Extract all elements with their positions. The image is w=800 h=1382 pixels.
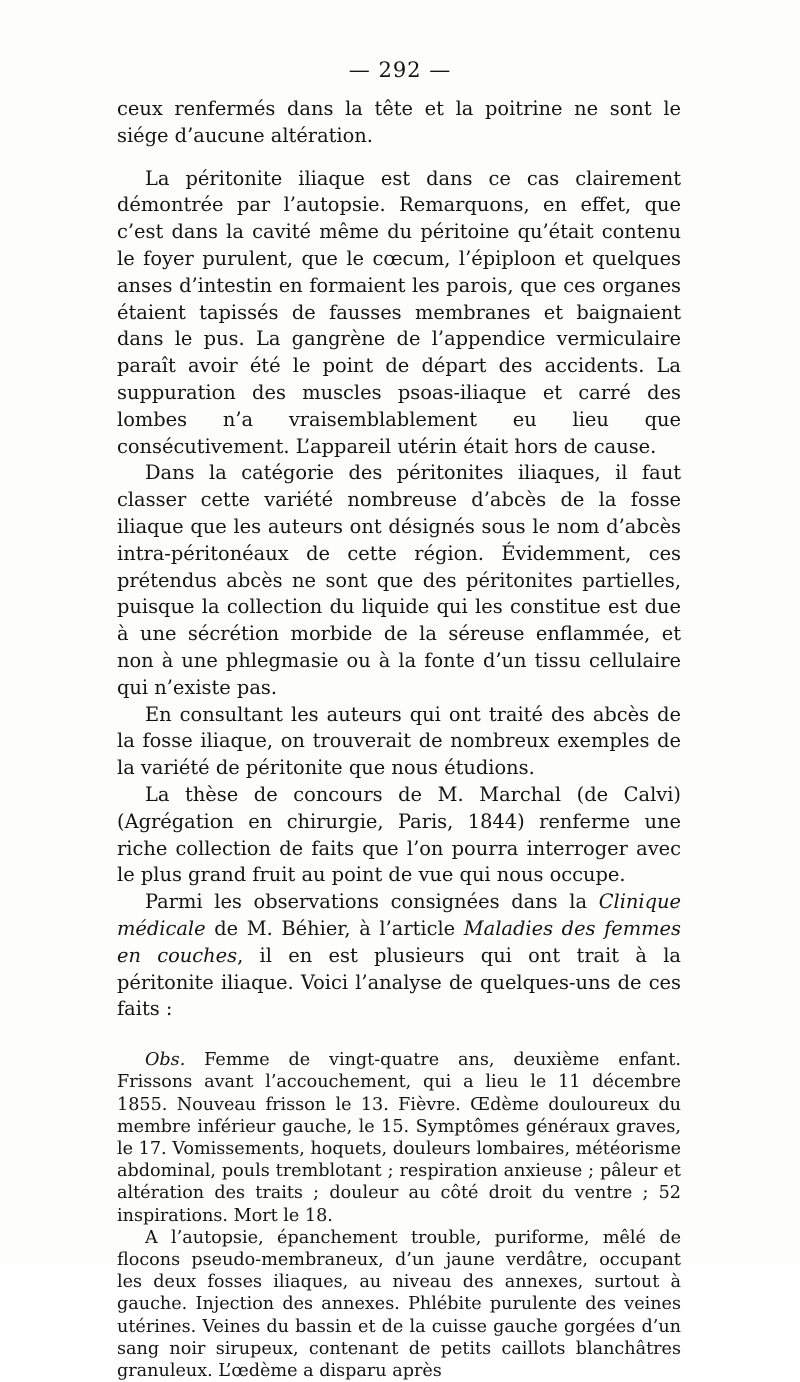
page-number: — 292 — <box>348 58 452 82</box>
paragraph-observations-behier <box>117 889 681 1023</box>
text-run: Parmi les observations consignées dans la <box>145 890 599 914</box>
observation-text: Femme de vingt-quatre ans, deuxième enfant. Frissons avant l’accouchement, qui a lieu le 11 décembre 1855. Nouveau frisson le 13. Fièvre. Œdème douloureux du membre inférieur gauche, le 15. Symptômes généraux graves, le 17. Vomissements, hoquets, douleurs lombaires, météorisme abdominal, pouls tremblotant ; respiration anxieuse ; pâleur et altération des traits ; douleur au côté droit du ventre ; 52 inspirations. Mort le 18. <box>117 1050 681 1226</box>
text-run: , il en est plusieurs qui ont trait à la péritonite iliaque. Voici l’analyse de quelques-uns de ces faits : <box>117 943 681 1021</box>
paragraph-these-marchal: La thèse de concours de M. Marchal (de Calvi) (Agrégation en chirurgie, Paris, 1844) renferme une riche collection de faits que l’on pourra interroger avec le plus grand fruit au point de vue qui nous occupe. <box>117 782 681 887</box>
article-title-maladies: Maladies des femmes en couches <box>117 916 681 967</box>
obs-label: Obs. <box>145 1050 186 1071</box>
paragraph-auteurs: En consultant les auteurs qui ont traité des abcès de la fosse iliaque, on trouverait de nombreux exemples de la variété de péritonite que nous étudions. <box>117 702 681 780</box>
autopsy-paragraph: A l’autopsie, épanchement trouble, puriforme, mêlé de flocons pseudo-membraneux, d’un jaune verdâtre, occupant les deux fosses iliaques, au niveau des annexes, surtout à gauche. Injection des annexes. Phlébite purulente des veines utérines. Veines du bassin et de la cuisse gauche gorgées d’un sang noir sirupeux, contenant de petits caillots blanchâtres granuleux. L’œdème a disparu après <box>117 1227 681 1381</box>
book-title-clinique: Clinique médicale <box>117 890 681 940</box>
observation-paragraph <box>117 1049 681 1227</box>
paragraph-categorie: Dans la catégorie des péritonites iliaques, il faut classer cette variété nombreuse d’abcès de la fosse iliaque que les auteurs ont désignés sous le nom d’abcès intra-péritonéaux de cette région. Évidemment, ces prétendus abcès ne sont que des péritonites partielles, puisque la collection du liquide qui les constitue est due à une sécrétion morbide de la séreuse enflammée, et non à une phlegmasie ou à la fonte d’un tissu cellulaire qui n’existe pas. <box>117 461 681 699</box>
paragraph-continuation: ceux renfermés dans la tête et la poitrine ne sont le siége d’aucune altération. <box>117 97 681 147</box>
text-run: de M. Béhier, à l’article <box>205 916 464 940</box>
body-text <box>117 96 681 1382</box>
paragraph-peritonite-iliaque: La péritonite iliaque est dans ce cas clairement démontrée par l’autopsie. Remarquons, en effet, que c’est dans la cavité même du péritoine qu’était contenu le foyer purulent, que le cœcum, l’épiploon et quelques anses d’intestin en formaient les parois, que ces organes étaient tapissés de fausses membranes et baignaient dans le pus. La gangrène de l’appendice vermiculaire paraît avoir été le point de départ des accidents. La suppuration des muscles psoas-iliaque et carré des lombes n’a vraisemblablement eu lieu que consécutivement. L’appareil utérin était hors de cause. <box>117 166 681 458</box>
